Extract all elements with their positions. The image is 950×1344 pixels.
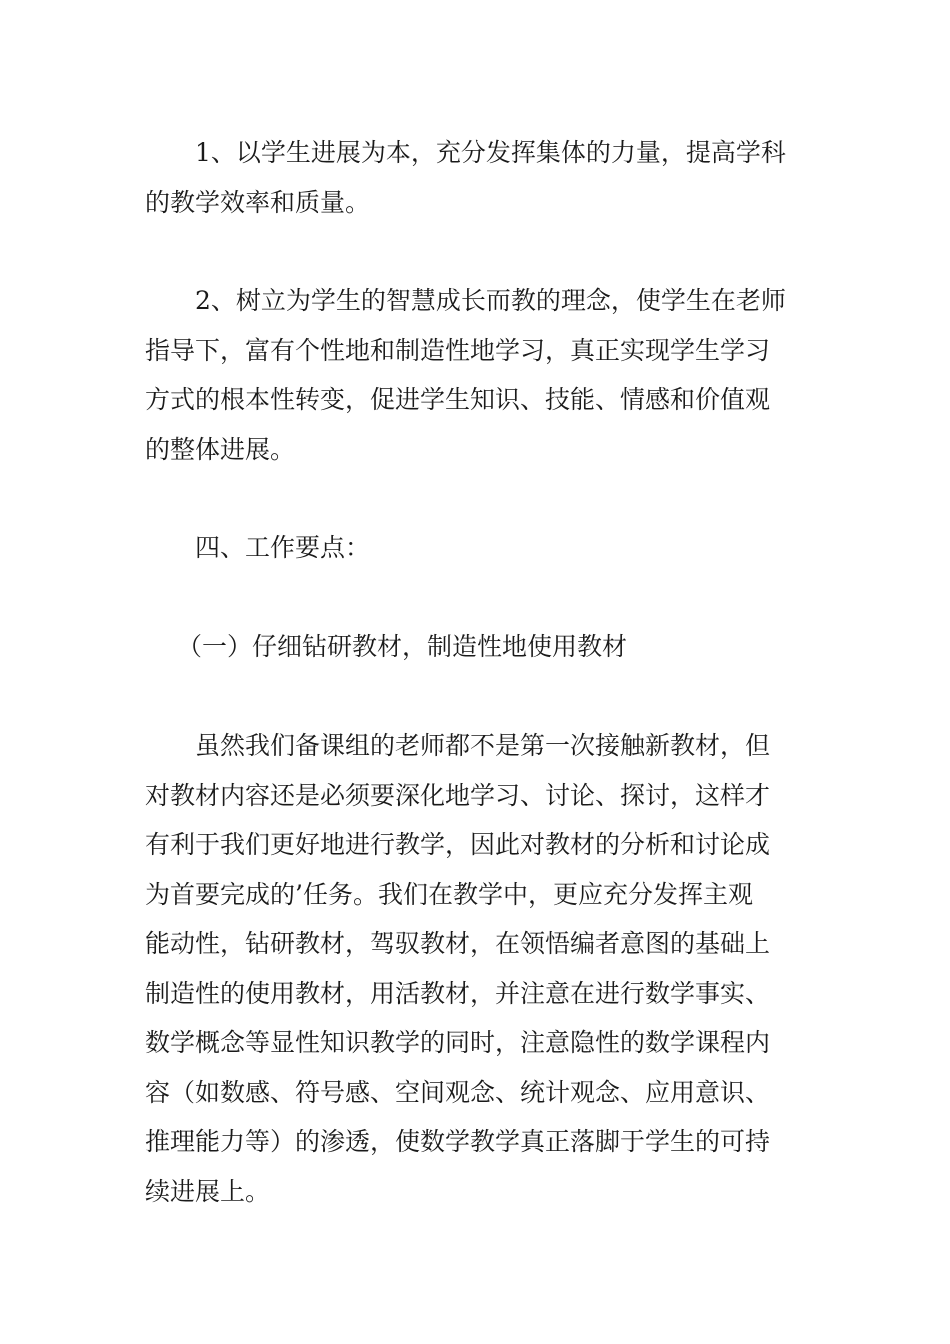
text-line: 对教材内容还是必须要深化地学习、讨论、探讨，这样才 [145, 780, 771, 810]
text-line: 四、工作要点： [195, 533, 371, 562]
subsection-heading [145, 622, 809, 672]
text-line: 虽然我们备课组的老师都不是第一次接触新教材，但 [195, 731, 771, 760]
paragraph-goal-1 [145, 128, 809, 227]
text-line: 容（如数感、符号感、空间观念、统计观念、应用意识、 [145, 1077, 771, 1107]
section-heading [145, 523, 809, 573]
text-line: 推理能力等）的渗透，使数学教学真正落脚于学生的可持 [145, 1127, 771, 1156]
text-line: 能动性，钻研教材，驾驭教材，在领悟编者意图的基础上 [145, 929, 771, 958]
text-line: 指导下，富有个性地和制造性地学习，真正实现学生学习 [145, 335, 771, 365]
text-line: 方式的根本性转变，促进学生知识、技能、情感和价值观 [145, 385, 771, 414]
text-line: 为首要完成的’任务。我们在教学中，更应充分发挥主观 [145, 879, 753, 909]
text-line: 的整体进展。 [145, 434, 296, 464]
text-line: 有利于我们更好地进行教学，因此对教材的分析和讨论成 [145, 830, 771, 859]
text-line: 1、以学生进展为本，充分发挥集体的力量，提高学科 [195, 138, 786, 167]
text-line: 数学概念等显性知识教学的同时，注意隐性的数学课程内 [145, 1028, 771, 1057]
text-line: （一）仔细钻研教材，制造性地使用教材 [177, 632, 628, 661]
paragraph-body [145, 721, 809, 1216]
text-line: 的教学效率和质量。 [145, 187, 371, 217]
text-line: 2、树立为学生的智慧成长而教的理念，使学生在老师 [195, 286, 786, 315]
paragraph-goal-2 [145, 276, 809, 474]
text-line: 制造性的使用教材，用活教材，并注意在进行数学事实、 [145, 978, 771, 1008]
text-line: 续进展上。 [145, 1176, 271, 1206]
